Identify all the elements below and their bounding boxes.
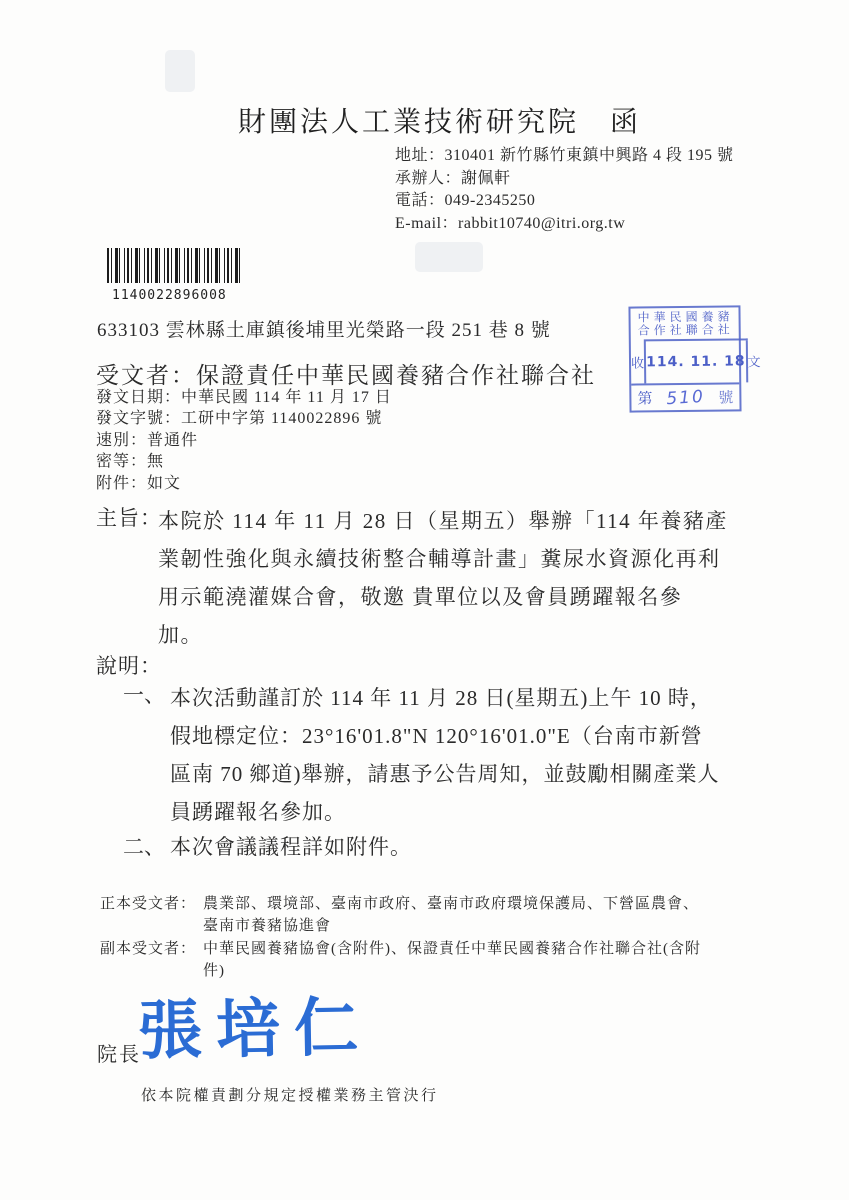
description-label: 說明：	[96, 654, 162, 678]
list-item-line: 區南 70 鄉道)舉辦，請惠予公告周知，並鼓勵相關產業人	[170, 762, 720, 786]
list-item-line: 本次會議議程詳如附件。	[170, 835, 412, 859]
stamp-handwritten-number: 510	[665, 386, 706, 409]
signature-name-stamp: 張培仁	[137, 991, 373, 1068]
list-item-bullet: 二、	[123, 835, 165, 859]
copy-recipients-label: 副本受文者：	[100, 941, 197, 957]
recipient-line: 受文者：保證責任中華民國養豬合作社聯合社	[96, 363, 596, 388]
subject-line: 加。	[158, 623, 203, 647]
scan-smudge	[415, 242, 483, 272]
stamp-number-suffix: 號	[718, 390, 734, 407]
security-line: 密等：無	[96, 453, 165, 471]
authorization-note: 依本院權責劃分規定授權業務主管決行	[141, 1088, 439, 1104]
stamp-org-line1: 中華民國養豬	[637, 309, 734, 325]
postal-address: 633103 雲林縣土庫鎮後埔里光榮路一段 251 巷 8 號	[97, 320, 551, 341]
original-recipients-line: 農業部、環境部、臺南市政府、臺南市政府環境保護局、下營區農會、	[203, 896, 700, 912]
meta-block	[96, 387, 392, 494]
email-line: E-mail：rabbit10740@itri.org.tw	[395, 214, 626, 232]
subject-label: 主旨：	[96, 506, 162, 530]
phone-line: 電話：049-2345250	[395, 192, 536, 209]
speed-line: 速別：普通件	[96, 431, 199, 449]
list-item-line: 員踴躍報名參加。	[170, 800, 346, 824]
stamp-org-line2: 合作社聯合社	[637, 322, 734, 338]
stamp-number-row	[631, 382, 739, 410]
copy-recipients-line: 中華民國養豬協會(含附件)、保證責任中華民國養豬合作社聯合社(含附	[203, 941, 701, 957]
sender-info-block	[395, 145, 734, 235]
stamp-doc-char: 文	[747, 353, 761, 369]
letter-title: 財團法人工業技術研究院 函	[238, 107, 642, 138]
contact-person-line: 承辦人：謝佩軒	[395, 169, 511, 187]
list-item-line: 本次活動謹訂於 114 年 11 月 28 日(星期五)上午 10 時，	[170, 686, 712, 710]
subject-line: 業韌性強化與永續技術整合輔導計畫」糞尿水資源化再利	[158, 547, 721, 571]
dispatch-date-line: 發文日期：中華民國 114 年 11 月 17 日	[96, 389, 392, 406]
dispatch-number-line: 發文字號：工研中字第 1140022896 號	[96, 410, 383, 428]
signer-title: 院長	[97, 1044, 141, 1066]
original-recipients-text	[203, 893, 699, 937]
attachment-line: 附件：如文	[96, 474, 182, 492]
stamp-org-name	[630, 307, 738, 339]
barcode-number: 1140022896008	[112, 288, 227, 303]
scan-smudge	[165, 50, 195, 92]
subject-text	[158, 502, 728, 654]
subject-line: 用示範澆灌媒合會，敬邀 貴單位以及會員踴躍報名參	[158, 585, 683, 609]
receipt-stamp	[628, 305, 761, 412]
list-item-line: 假地標定位：23°16'01.8"N 120°16'01.0"E（台南市新營	[170, 724, 703, 748]
stamp-number-prefix: 第	[637, 391, 653, 408]
sender-address-line: 地址：310401 新竹縣竹東鎮中興路 4 段 195 號	[395, 147, 734, 164]
copy-recipients-text	[203, 938, 701, 982]
stamp-date: 114. 11. 18	[644, 338, 748, 383]
stamp-receive-char: 收	[630, 354, 645, 371]
stamp-middle-row	[630, 338, 761, 383]
original-recipients-label: 正本受文者：	[100, 896, 197, 912]
original-recipients-line: 臺南市養豬協進會	[203, 918, 332, 934]
barcode	[107, 248, 240, 283]
list-item-text	[170, 679, 720, 831]
copy-recipients-line: 件)	[203, 963, 225, 979]
subject-line: 本院於 114 年 11 月 28 日（星期五）舉辦「114 年養豬產	[158, 509, 728, 533]
list-item-bullet: 一、	[123, 683, 165, 707]
